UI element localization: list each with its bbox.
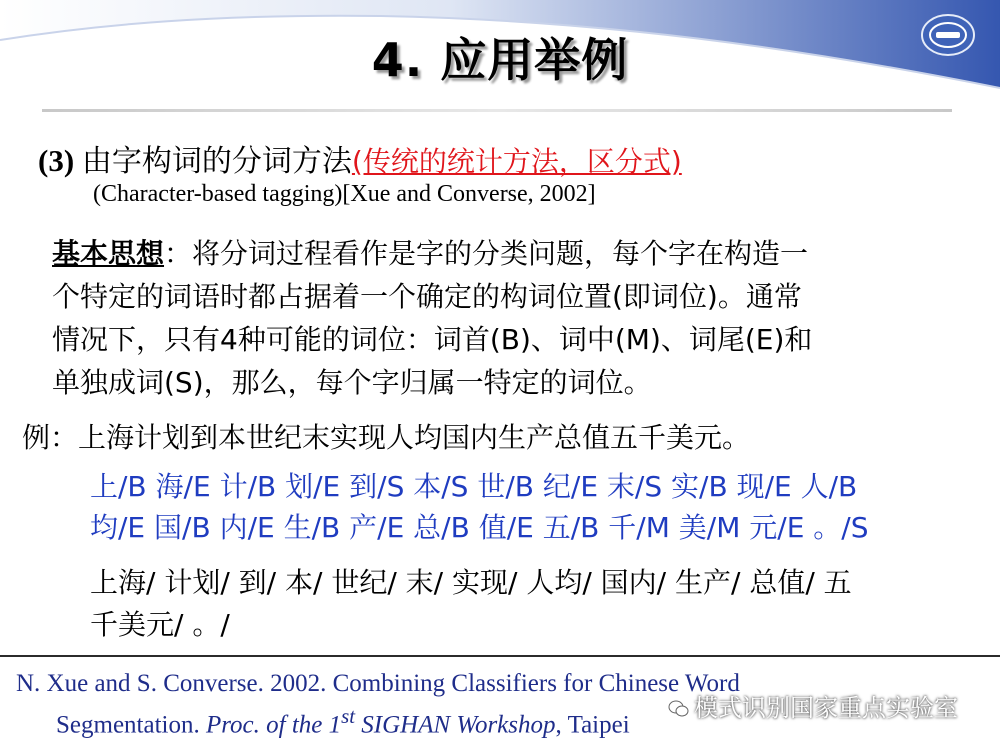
slide-title: 4. 应用举例	[371, 33, 629, 87]
basic-idea-paragraph	[52, 232, 957, 404]
section-subtitle-red: (传统的统计方法，区分式)	[351, 145, 682, 178]
segmented-result	[90, 562, 970, 646]
section-number: (3)	[38, 143, 75, 178]
wechat-icon	[668, 700, 690, 718]
segmented-line-2: 千美元/ 。/	[90, 608, 230, 641]
watermark	[668, 688, 958, 723]
citation-line: (Character-based tagging)[Xue and Converse, 2002]	[93, 181, 596, 207]
basic-idea-text-1: ：将分词过程看作是字的分类问题，每个字在构造一	[164, 237, 809, 270]
title-divider	[42, 109, 952, 112]
reference-sup: st	[341, 704, 356, 728]
reference-location: , Taipei	[555, 711, 630, 739]
basic-idea-text-2: 个特定的词语时都占据着一个确定的构词位置(即词位)。通常	[52, 280, 802, 313]
basic-idea-text-4: 单独成词(S)，那么，每个字归属一特定的词位。	[52, 366, 652, 399]
tagged-line-2: 均/E 国/B 内/E 生/B 产/E 总/B 值/E 五/B 千/M 美/M 元/E 。/S	[90, 511, 869, 544]
segmented-line-1: 上海/ 计划/ 到/ 本/ 世纪/ 末/ 实现/ 人均/ 国内/ 生产/ 总值/ 五	[90, 566, 852, 599]
basic-idea-text-3: 情况下，只有4种可能的词位：词首(B)、词中(M)、词尾(E)和	[52, 323, 813, 356]
reference-workshop: SIGHAN Workshop	[355, 711, 556, 739]
footer-divider	[0, 655, 1000, 657]
reference-segment: Segmentation.	[56, 711, 206, 739]
reference-line-1: N. Xue and S. Converse. 2002. Combining Classifiers for Chinese Word	[16, 670, 740, 697]
section-title: 由字构词的分词方法	[81, 144, 352, 179]
basic-idea-label: 基本思想	[52, 237, 165, 270]
reference-proc: Proc. of the 1	[205, 711, 342, 739]
tagged-sequence	[90, 466, 970, 548]
tagged-line-1: 上/B 海/E 计/B 划/E 到/S 本/S 世/B 纪/E 末/S 实/B 现/E 人/B	[90, 470, 858, 503]
reference-citation	[16, 667, 740, 741]
example-sentence: 例：上海计划到本世纪末实现人均国内生产总值五千美元。	[22, 421, 751, 454]
section-heading	[38, 136, 682, 180]
watermark-text: 模式识别国家重点实验室	[694, 694, 958, 722]
reference-line-2	[16, 700, 740, 741]
